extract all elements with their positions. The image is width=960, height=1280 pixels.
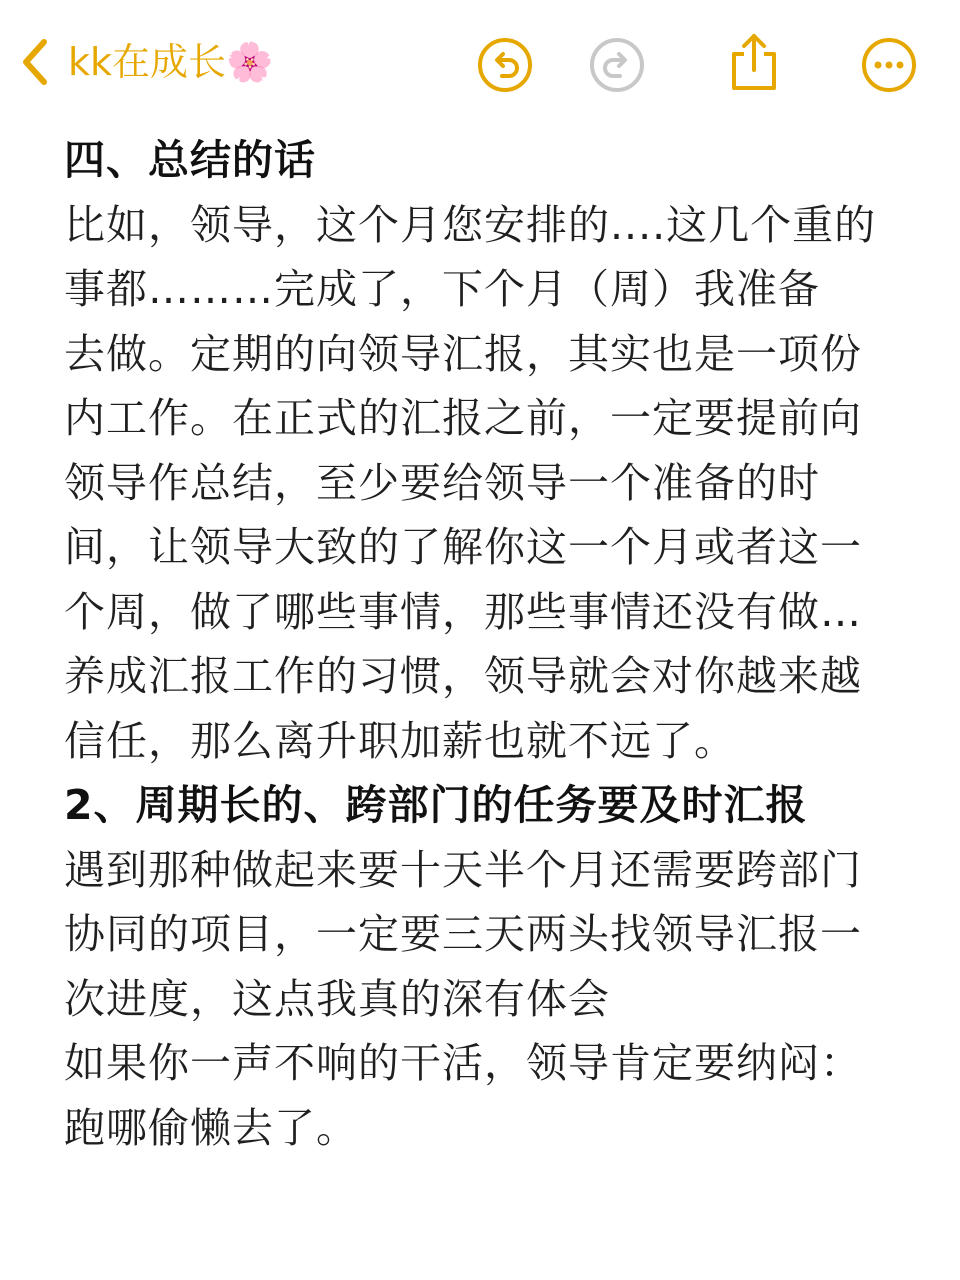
- section-heading: 四、总结的话: [64, 136, 316, 184]
- chevron-left-icon: [18, 34, 52, 90]
- redo-button[interactable]: [588, 36, 646, 94]
- body-line: 遇到那种做起来要十天半个月还需要跨部门: [64, 845, 862, 894]
- body-line: 事都………完成了，下个月（周）我准备: [64, 265, 820, 313]
- body-line: 如果你一声不响的干活，领导肯定要纳闷：: [64, 1039, 862, 1087]
- body-line: 个周，做了哪些事情，那些事情还没有做…: [64, 587, 862, 636]
- more-icon: [860, 36, 918, 94]
- share-icon: [726, 30, 782, 94]
- body-line: 领导作总结，至少要给领导一个准备的时: [64, 458, 820, 507]
- more-button[interactable]: [860, 36, 918, 94]
- body-line: 次进度，这点我真的深有体会: [64, 974, 610, 1023]
- undo-icon: [476, 36, 534, 94]
- share-button[interactable]: [726, 30, 782, 94]
- body-line: 去做。定期的向领导汇报，其实也是一项份: [64, 329, 862, 378]
- back-title: kk在成长🌸: [68, 40, 274, 84]
- body-line: 比如，领导，这个月您安排的....这几个重的: [64, 200, 877, 249]
- subsection-heading: 2、周期长的、跨部门的任务要及时汇报: [64, 781, 808, 829]
- body-line: 间，让领导大致的了解你这一个月或者这一: [64, 523, 862, 571]
- redo-icon: [588, 36, 646, 94]
- back-button[interactable]: [18, 34, 273, 90]
- body-line: 内工作。在正式的汇报之前，一定要提前向: [64, 394, 862, 442]
- undo-button[interactable]: [476, 36, 534, 94]
- body-line: 信任，那么离升职加薪也就不远了。: [64, 716, 736, 765]
- note-body[interactable]: [64, 128, 884, 1160]
- body-line: 养成汇报工作的习惯，领导就会对你越来越: [64, 652, 862, 700]
- body-line: 跑哪偷懒去了。: [64, 1103, 358, 1152]
- top-toolbar: [0, 0, 960, 130]
- body-line: 协同的项目，一定要三天两头找领导汇报一: [64, 910, 862, 958]
